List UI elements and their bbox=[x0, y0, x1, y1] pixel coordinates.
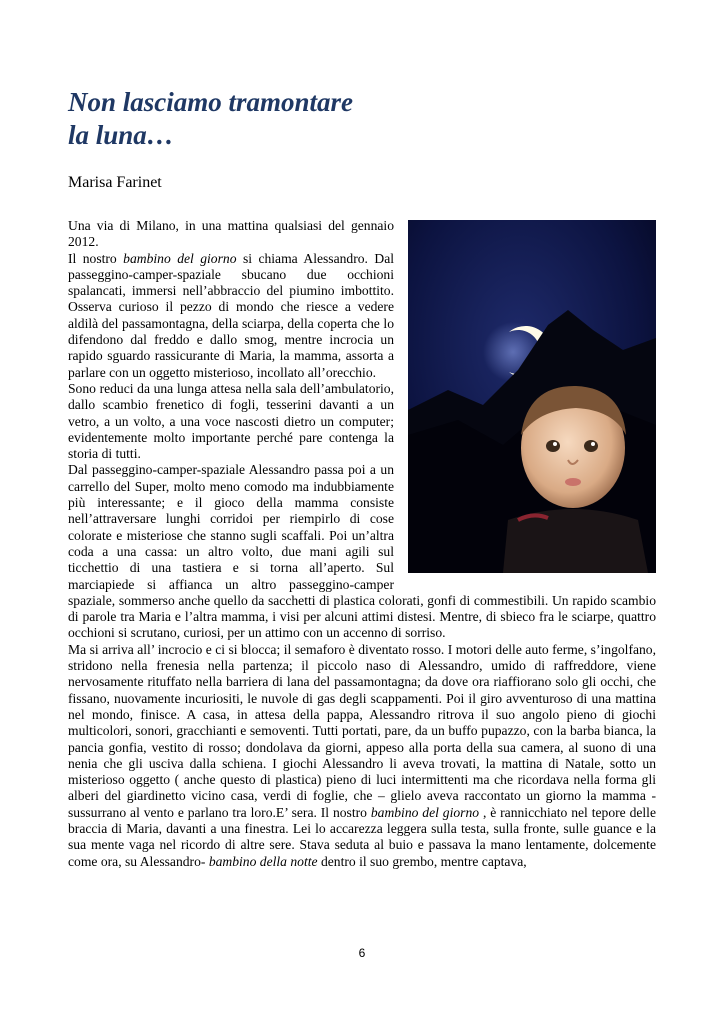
photo-illustration bbox=[408, 220, 656, 573]
right-eye bbox=[584, 440, 598, 452]
moon-child-photo bbox=[408, 220, 656, 573]
emphasis-bambino-del-giorno: bambino del giorno bbox=[123, 250, 237, 266]
article-body bbox=[68, 218, 656, 870]
page-number: 6 bbox=[358, 946, 366, 960]
paragraph-5: Ma si arriva all’ incrocio e ci si blocca; il semaforo è diventato rosso. I motori delle auto ferme, s’ingolfano, stridono nella frenesia nella partenza; il piccolo naso di Alessandro, umido di raffreddore, viene nervosamente rituffato nella barriera di lana del passamontagna; da dove ora riaffiorano solo gli occhi, che fissano, nuovamente incuriositi, le nuvole di gas degli scappamenti. Poi il giro avventuroso di una mattina nel mondo, finisce. A casa, in attesa della pappa, Alessandro ritrova il suo angolo pieno di giochi multicolori, sonori, gracchianti e semoventi. Tutti portati, pare, da un buffo pupazzo, con la barba bianca, la pancia gonfia, vestito di rosso; dondolava da giorni, appeso alla porta della sua camera, al suono di una nenia che gli usciva dalla schiena. I giochi Alessandro li aveva trovati, la mattina di Natale, sotto un misterioso oggetto ( anche questo di plastica) pieno di luci intermittenti ma che ricordava nella forma gli alberi del giardinetto vicino casa, verdi di foglie, che – glielo aveva raccontato un giorno la mamma - sussurrano al vento e parlano tra loro.E’ sera. Il nostro bambino del giorno , è rannicchiato nel tepore delle braccia di Maria, davanti a una finestra. Lei lo accarezza leggera sulla testa, sulla fronte, sulle guance e la sua mente vaga nel ricordo di altre sere. Stava seduta al buio e passava la mano lentamente, dolcemente come ora, su Alessandro- bambino della notte dentro il suo grembo, mentre captava, bbox=[68, 641, 656, 869]
emphasis-bambino-del-giorno-2: bambino del giorno bbox=[370, 804, 480, 820]
paragraph-1: Una via di Milano, in una mattina qualsiasi del gennaio 2012. bbox=[68, 218, 394, 250]
child-mouth bbox=[565, 478, 581, 486]
emphasis-bambino-della-notte: bambino della notte bbox=[208, 853, 318, 869]
title-line-2: la luna… bbox=[68, 120, 174, 150]
paragraph-3: Sono reduci da una lunga attesa nella sala dell’ambulatorio, dallo scambio frenetico di fogli, tesserini davanti a un vetro, a un volto, a una voce nascosti dietro un computer; evidentemente molto importante perché pare contenga la storia di tutti. bbox=[68, 380, 394, 462]
article-title bbox=[68, 86, 488, 152]
left-eye bbox=[546, 440, 560, 452]
paragraph-4: Dal passeggino-camper-spaziale Alessandro passa poi a un carrello del Super, molto meno comodo ma indubbiamente più interessante; e il gioco della mamma consiste nell’attraversare lunghi corridoi per riempirlo di cose colorate e misteriose che stanno sugli scaffali. Poi un’altra coda a una cassa: un altro volto, due mani agili sul ticchettio di una tastiera e si torna all’aperto. Sul marciapiede si affianca un altro passeggino-camper spaziale, sommerso anche quello da sacchetti di plastica colorati, gonfi di commestibili. Un rapido scambio di parole tra Maria e l’altra mamma, i visi per alcuni attimi distesi. Mentre, di sbieco fra le sciarpe, quattro occhioni si scrutano, curiosi, per un attimo con un accenno di sorriso. bbox=[68, 462, 656, 641]
author-name: Marisa Farinet bbox=[68, 174, 162, 191]
title-line-1: Non lasciamo tramontare bbox=[68, 87, 354, 117]
paragraph-2: Il nostro bambino del giorno si chiama Alessandro. Dal passeggino-camper-spaziale sbucano due occhioni spalancati, immersi nell’abbraccio del piumino imbottito. Osserva curioso il pezzo di mondo che riesce a vedere aldilà del passamontagna, della sciarpa, della coperta che lo difendono dal freddo e dallo smog, mentre incrocia un rapido sguardo rassicurante di Maria, la mamma, assorta a parlare con un oggetto misterioso, incollato all’orecchio. bbox=[68, 250, 394, 380]
